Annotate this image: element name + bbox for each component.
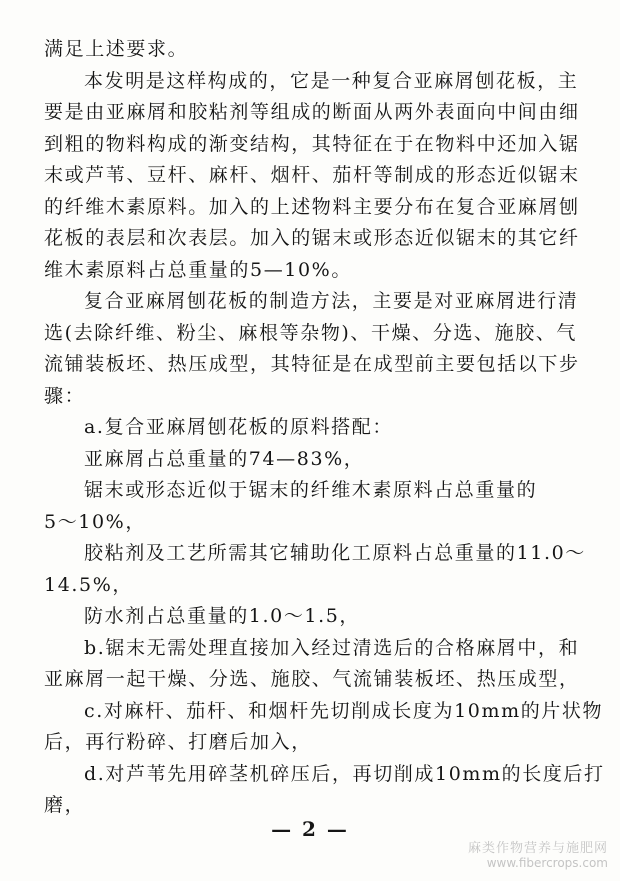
text-line: 磨， (44, 794, 86, 816)
watermark (468, 841, 608, 871)
watermark-url: www.fibercrops.com (486, 856, 608, 870)
text-line: 骤： (44, 384, 86, 407)
text-line: 亚麻屑占总重量的74—83%， (84, 447, 365, 470)
text-line: 锯末或形态近似于锯末的纤维木素原料占总重量的 (84, 479, 538, 501)
watermark-site-name: 麻类作物营养与施肥网 (467, 841, 608, 856)
text-line: 复合亚麻屑刨花板的制造方法，主要是对亚麻屑进行清 (84, 290, 579, 312)
text-line: 胶粘剂及工艺所需其它辅助化工原料占总重量的11.0～ (84, 542, 586, 564)
text-line: 维木素原料占总重量的5—10%。 (44, 258, 352, 281)
text-line: 要是由亚麻屑和胶粘剂等组成的断面从两外表面向中间由细 (44, 101, 580, 123)
text-line: 末或芦苇、豆杆、麻杆、烟杆、茄杆等制成的形态近似锯末 (44, 164, 580, 186)
text-line: 的纤维木素原料。加入的上述物料主要分布在复合亚麻屑刨 (44, 195, 580, 218)
text-line: b.锯末无需处理直接加入经过清选后的合格麻屑中，和 (84, 636, 580, 659)
text-line: 流铺装板坯、热压成型，其特征是在成型前主要包括以下步 (44, 353, 580, 375)
text-line: 5～10%， (44, 510, 146, 533)
text-line: 到粗的物料构成的渐变结构，其特征在于在物料中还加入锯 (44, 132, 580, 155)
text-line: c.对麻杆、茄杆、和烟杆先切削成长度为10mm的片状物 (84, 699, 604, 722)
text-line: 本发明是这样构成的，它是一种复合亚麻屑刨花板，主 (84, 69, 579, 92)
body-text (44, 34, 605, 822)
text-line: 选(去除纤维、粉尘、麻根等杂物)、干燥、分选、施胶、气 (44, 321, 578, 344)
text-line: 亚麻屑一起干燥、分选、施胶、气流铺装板坯、热压成型， (44, 668, 580, 690)
text-line: d.对芦苇先用碎茎机碎压后，再切削成10mm的长度后打 (84, 762, 605, 785)
text-line: 花板的表层和次表层。加入的锯末或形态近似锯末的其它纤 (44, 227, 580, 249)
text-line: 后，再行粉碎、打磨后加入， (44, 731, 312, 753)
page-number: — 2 — (271, 817, 349, 841)
text-line: 14.5%， (44, 573, 133, 596)
text-line: 满足上述要求。 (44, 38, 189, 60)
text-line: 防水剂占总重量的1.0～1.5， (84, 605, 361, 627)
text-line: a.复合亚麻屑刨花板的原料搭配： (84, 416, 393, 438)
